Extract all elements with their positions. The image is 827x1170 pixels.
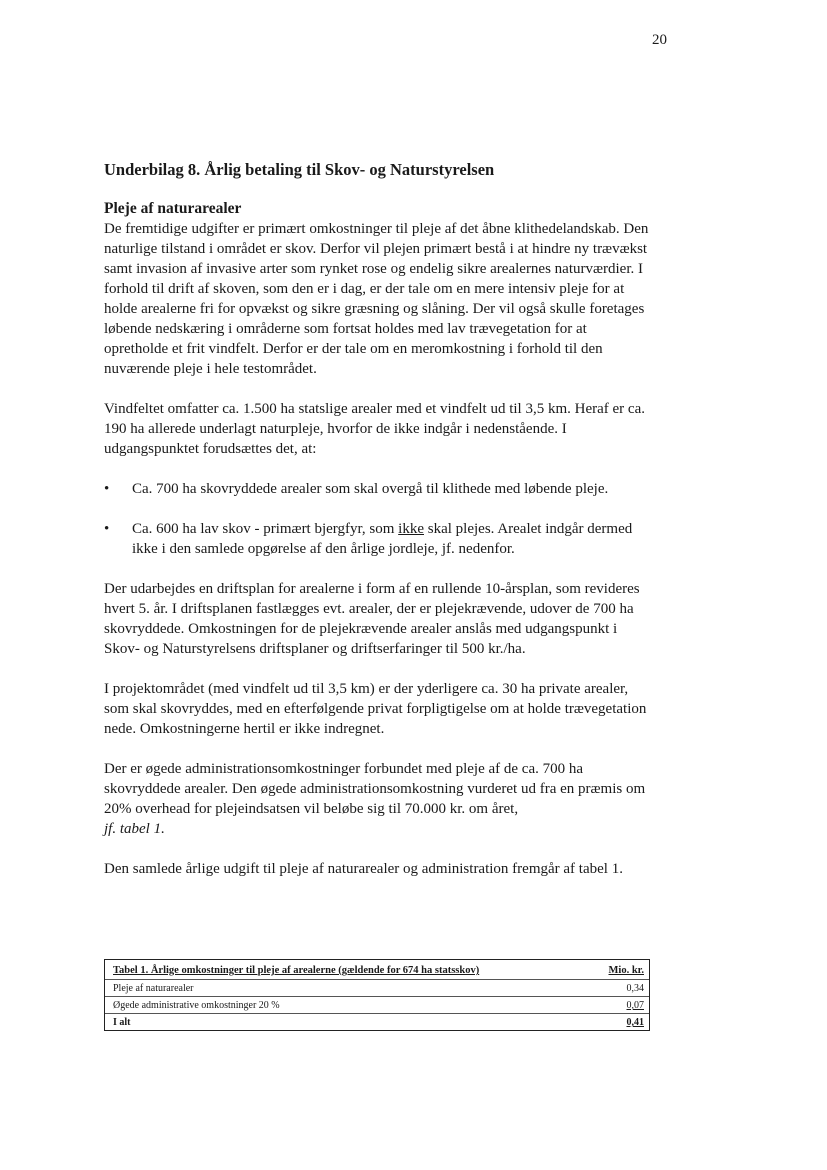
paragraph-administration xyxy=(104,759,650,839)
page-number: 20 xyxy=(652,32,667,48)
cost-table xyxy=(104,959,650,1031)
section-heading: Pleje af naturarealer xyxy=(104,200,242,217)
paragraph-vindfelt: Vindfeltet omfatter ca. 1.500 ha statslige arealer med et vindfelt ud til 3,5 km. Heraf er ca. 190 ha allerede underlagt naturpleje, hvorfor de ikke indgår i nedenstående. I udgangspunktet forudsættes det, at: xyxy=(104,401,645,457)
table-cell-label: Øgede administrative omkostninger 20 % xyxy=(113,1000,280,1011)
table-header-label: Tabel 1. Årlige omkostninger til pleje af arealerne (gældende for 674 ha statsskov) xyxy=(113,965,480,976)
table-cell-value: 0,07 xyxy=(626,1000,644,1011)
document-body xyxy=(104,199,650,899)
list-item-text-end: skal plejes. Arealet indgår dermed ikke i den samlede opgørelse af den årlige jordleje, jf. nedenfor. xyxy=(132,521,633,557)
emphasis-underlined: ikke xyxy=(398,521,424,537)
paragraph-intro: De fremtidige udgifter er primært omkostninger til pleje af det åbne klithedelandskab. Den naturlige tilstand i området er skov. Derfor vil plejen primært bestå i at hindre ny trævækst samt invasion af invasive arter som rynket rose og endelig sikre arealernes naturværdier. I forhold til drift af skoven, som den er i dag, er der tale om en mere intensiv pleje for at holde arealerne fri for opvækst og sikre græsning og slåning. Der vil også skulle foretages løbende nedskæring i områderne som fortsat holdes med lav trævegetation for at opretholde et frit vindfelt. Derfor er der tale om en meromkostning i forhold til den nuværende pleje i hele testområdet. xyxy=(104,221,649,377)
table-total-value: 0,41 xyxy=(626,1017,644,1028)
table-reference: jf. tabel 1. xyxy=(104,821,165,837)
table-row xyxy=(105,979,649,996)
document-title: Underbilag 8. Årlig betaling til Skov- og Naturstyrelsen xyxy=(104,160,495,179)
list-item xyxy=(104,479,650,499)
table-header-row xyxy=(105,960,649,979)
assumption-list xyxy=(104,479,650,559)
table-total-label: I alt xyxy=(113,1017,131,1028)
paragraph-private-areas: I projektområdet (med vindfelt ud til 3,5 km) er der yderligere ca. 30 ha private arealer, som skal skovryddes, med en efterfølgende privat forpligtigelse om at holde trævegetation nede. Omkostningerne hertil er ikke indregnet. xyxy=(104,681,647,737)
paragraph-administration-text: Der er øgede administrationsomkostninger forbundet med pleje af de ca. 700 ha skovryddede arealer. Den øgede administrationsomkostning vurderet ud fra en præmis om 20% overhead for plejeindsatsen vil beløbe sig til 70.000 kr. om året, xyxy=(104,761,646,817)
list-item xyxy=(104,519,650,559)
paragraph-summary: Den samlede årlige udgift til pleje af naturarealer og administration fremgår af tabel 1. xyxy=(104,861,623,877)
list-item-text-start: Ca. 600 ha lav skov - primært bjergfyr, som xyxy=(132,521,399,537)
list-item-text: Ca. 700 ha skovryddede arealer som skal overgå til klithede med løbende pleje. xyxy=(132,481,609,497)
table-row xyxy=(105,996,649,1013)
table-cell-value: 0,34 xyxy=(626,983,644,994)
table-total-row xyxy=(105,1013,649,1030)
paragraph-driftsplan: Der udarbejdes en driftsplan for arealerne i form af en rullende 10-årsplan, som revideres hvert 5. år. I driftsplanen fastlægges evt. arealer, der er plejekrævende, udover de 700 ha skovryddede. Omkostningen for de plejekrævende arealer anslås med udgangspunkt i Skov- og Naturstyrelsens driftsplaner og driftserfaringer til 500 kr./ha. xyxy=(104,581,640,657)
table-header-unit: Mio. kr. xyxy=(608,965,644,976)
table-cell-label: Pleje af naturarealer xyxy=(113,983,194,994)
